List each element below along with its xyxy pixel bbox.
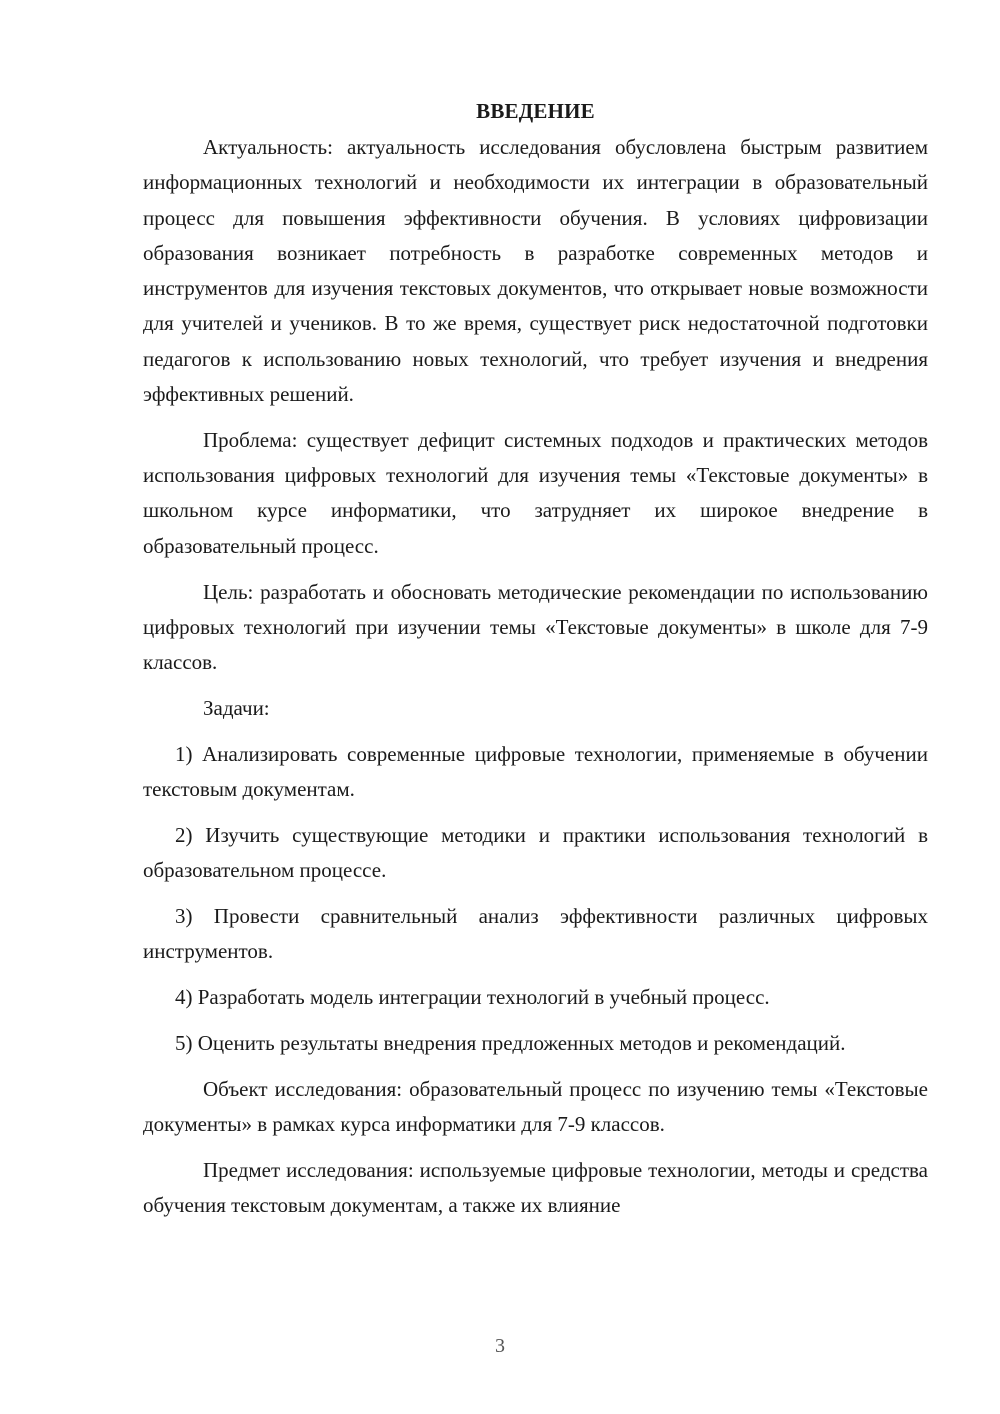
task-item-3: 3) Провести сравнительный анализ эффективности различных цифровых инструментов.: [143, 903, 928, 964]
section-heading: ВВЕДЕНИЕ: [476, 99, 595, 123]
tasks-heading: Задачи:: [203, 695, 270, 720]
task-item-1: 1) Анализировать современные цифровые технологии, применяемые в обучении текстовым документам.: [143, 741, 928, 802]
task-item-5: 5) Оценить результаты внедрения предложенных методов и рекомендаций.: [175, 1030, 846, 1055]
task-item-2: 2) Изучить существующие методики и практики использования технологий в образовательном процессе.: [143, 822, 928, 883]
paragraph-problem: Проблема: существует дефицит системных подходов и практических методов использования цифровых технологий для изучения темы «Текстовые документы» в школьном курсе информатики, что затрудняет их широкое внедрение в образовательный процесс.: [143, 427, 928, 558]
paragraph-subject: Предмет исследования: используемые цифровые технологии, методы и средства обучения текстовым документам, а также их влияние: [143, 1157, 928, 1218]
paragraph-relevance: Актуальность: актуальность исследования обусловлена быстрым развитием информационных технологий и необходимости их интеграции в образовательный процесс для повышения эффективности обучения. В условиях цифровизации образования возникает потребность в разработке современных методов и инструментов для изучения текстовых документов, что открывает новые возможности для учителей и учеников. В то же время, существует риск недостаточной подготовки педагогов к использованию новых технологий, что требует изучения и внедрения эффективных решений.: [143, 135, 928, 407]
page-number: 3: [495, 1335, 505, 1357]
paragraph-goal: Цель: разработать и обосновать методические рекомендации по использованию цифровых технологий при изучении темы «Текстовые документы» в школе для 7-9 классов.: [143, 579, 928, 675]
document-page: [143, 96, 928, 1223]
task-item-4: 4) Разработать модель интеграции технологий в учебный процесс.: [175, 985, 770, 1010]
tasks-list: [143, 737, 928, 1061]
paragraph-object: Объект исследования: образовательный процесс по изучению темы «Текстовые документы» в рамках курса информатики для 7-9 классов.: [143, 1076, 928, 1136]
